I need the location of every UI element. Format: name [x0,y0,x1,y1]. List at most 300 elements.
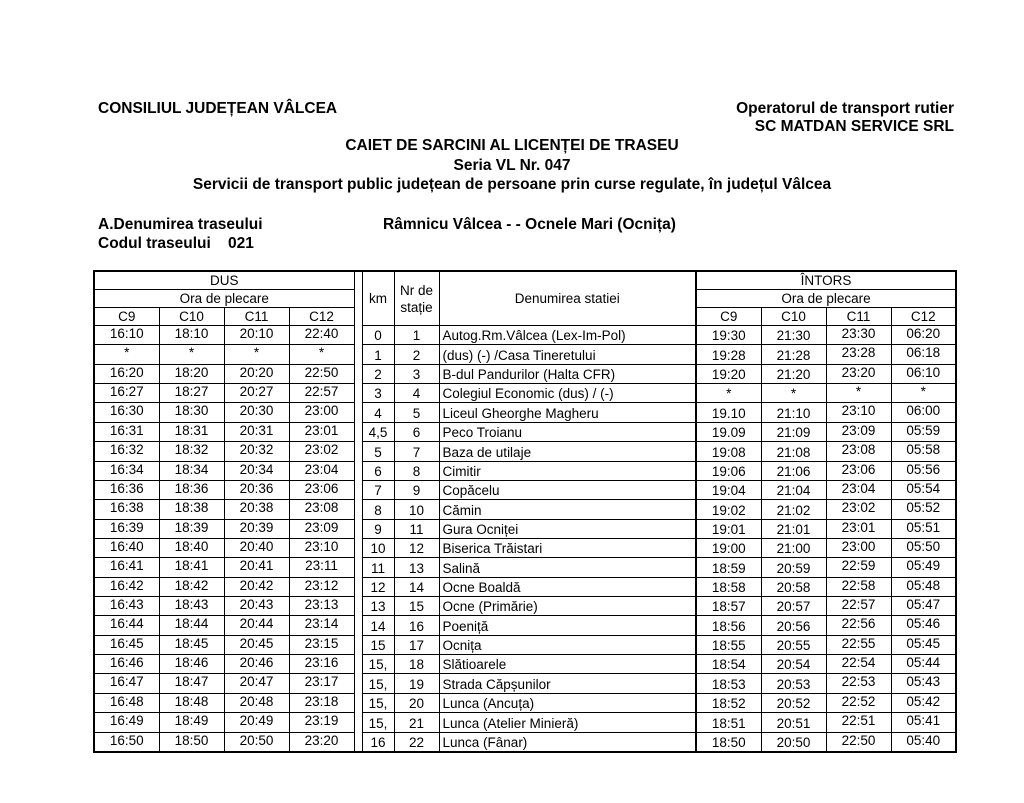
intors-time-cell: 05:42 [891,693,956,712]
intors-time-cell: 20:51 [761,713,826,732]
intors-time-cell: 05:59 [891,422,956,441]
course-dus-c9: C9 [94,308,159,326]
column-gap [354,345,362,364]
column-gap [354,384,362,403]
dus-time-cell: 16:42 [94,577,159,596]
km-cell: 5 [362,442,394,461]
column-gap [354,364,362,383]
dus-time-cell: 23:00 [289,403,354,422]
table-row [94,403,956,422]
station-number-cell: 2 [394,345,439,364]
dus-time-cell: 18:44 [159,616,224,635]
intors-time-cell: 23:06 [826,461,891,480]
dus-time-cell: 18:42 [159,577,224,596]
dus-time-cell: 23:16 [289,655,354,674]
dus-time-cell: 16:32 [94,442,159,461]
intors-time-cell: 23:20 [826,364,891,383]
dus-time-cell: 16:20 [94,364,159,383]
dus-time-cell: 18:27 [159,384,224,403]
station-number-cell: 11 [394,519,439,538]
dus-time-cell: 23:04 [289,461,354,480]
table-row [94,635,956,654]
station-name-cell: Peco Troianu [439,422,696,441]
station-name-cell: Lunca (Fânar) [439,732,696,752]
station-name-cell: Ocne Boaldă [439,577,696,596]
intors-time-cell: 18:55 [696,635,761,654]
intors-time-cell: 20:53 [761,674,826,693]
station-name-cell: Baza de utilaje [439,442,696,461]
intors-time-cell: 21:08 [761,442,826,461]
intors-time-cell: 22:56 [826,616,891,635]
station-number-cell: 17 [394,635,439,654]
km-cell: 15 [362,635,394,654]
dus-time-cell: 18:41 [159,558,224,577]
km-cell: 0 [362,326,394,345]
dus-time-cell: * [289,345,354,364]
intors-time-cell: 20:50 [761,732,826,752]
dus-time-cell: 20:42 [224,577,289,596]
dus-time-cell: 23:02 [289,442,354,461]
km-cell: 1 [362,345,394,364]
table-row [94,326,956,345]
dus-time-cell: 18:10 [159,326,224,345]
intors-time-cell: 18:56 [696,616,761,635]
intors-time-cell: 22:53 [826,674,891,693]
dus-time-cell: 18:36 [159,480,224,499]
station-number-cell: 12 [394,538,439,557]
services-description: Servicii de transport public județean de persoane prin curse regulate, în județul Vâlcea [192,176,832,193]
station-name-cell: Slătioarele [439,655,696,674]
dus-time-cell: 16:30 [94,403,159,422]
intors-time-cell: 05:47 [891,597,956,616]
km-cell: 3 [362,384,394,403]
table-row [94,461,956,480]
km-cell: 15, [362,674,394,693]
intors-time-cell: 20:54 [761,655,826,674]
intors-time-cell: 23:00 [826,538,891,557]
km-cell: 9 [362,519,394,538]
intors-time-cell: 18:57 [696,597,761,616]
intors-time-cell: 06:20 [891,326,956,345]
km-header: km [362,271,394,326]
station-number-cell: 14 [394,577,439,596]
dus-time-cell: 18:20 [159,364,224,383]
dus-time-cell: 16:47 [94,674,159,693]
km-cell: 15, [362,693,394,712]
dus-time-cell: 18:47 [159,674,224,693]
dus-time-cell: 20:36 [224,480,289,499]
intors-time-cell: 21:00 [761,538,826,557]
dus-time-cell: 23:10 [289,538,354,557]
station-name-cell: Cimitir [439,461,696,480]
dus-time-cell: 18:32 [159,442,224,461]
dus-time-cell: 16:48 [94,693,159,712]
station-name-cell: Poeniță [439,616,696,635]
column-gap [354,597,362,616]
dus-time-cell: 18:48 [159,693,224,712]
intors-time-cell: 22:58 [826,577,891,596]
station-number-cell: 10 [394,500,439,519]
intors-time-cell: 19:28 [696,345,761,364]
intors-time-cell: 05:58 [891,442,956,461]
dus-time-cell: 16:41 [94,558,159,577]
dus-time-cell: 18:49 [159,713,224,732]
dus-time-cell: 23:12 [289,577,354,596]
course-dus-c10: C10 [159,308,224,326]
dus-time-cell: 16:31 [94,422,159,441]
dus-time-cell: 23:14 [289,616,354,635]
column-gap [354,480,362,499]
intors-time-cell: 18:53 [696,674,761,693]
intors-time-cell: 19:01 [696,519,761,538]
km-cell: 16 [362,732,394,752]
table-row [94,577,956,596]
intors-time-cell: 22:52 [826,693,891,712]
station-name-cell: Strada Căpșunilor [439,674,696,693]
station-number-cell: 5 [394,403,439,422]
dus-time-cell: 23:08 [289,500,354,519]
intors-time-cell: 23:10 [826,403,891,422]
intors-time-cell: 05:54 [891,480,956,499]
intors-time-cell: 05:43 [891,674,956,693]
intors-time-cell: 05:50 [891,538,956,557]
station-number-cell: 15 [394,597,439,616]
km-cell: 15, [362,655,394,674]
station-number-cell: 6 [394,422,439,441]
council-name: CONSILIUL JUDEȚEAN VÂLCEA [98,100,338,117]
station-name-cell: Ocne (Primărie) [439,597,696,616]
dus-time-cell: 23:15 [289,635,354,654]
intors-time-cell: 20:57 [761,597,826,616]
column-gap [354,558,362,577]
intors-time-cell: 22:51 [826,713,891,732]
dus-time-cell: 18:50 [159,732,224,752]
dus-time-cell: 23:17 [289,674,354,693]
intors-time-cell: 22:59 [826,558,891,577]
dus-time-cell: 22:50 [289,364,354,383]
intors-time-cell: 19:06 [696,461,761,480]
schedule-table [93,270,957,753]
dus-time-cell: 20:32 [224,442,289,461]
station-number-cell: 21 [394,713,439,732]
intors-time-cell: 22:55 [826,635,891,654]
km-cell: 13 [362,597,394,616]
km-cell: 14 [362,616,394,635]
intors-time-cell: 23:04 [826,480,891,499]
km-cell: 10 [362,538,394,557]
intors-time-cell: 21:20 [761,364,826,383]
intors-time-cell: 19:30 [696,326,761,345]
table-row [94,655,956,674]
station-name-cell: Lunca (Atelier Minieră) [439,713,696,732]
dus-time-cell: 18:39 [159,519,224,538]
column-gap [354,674,362,693]
station-name-cell: Lunca (Ancuța) [439,693,696,712]
km-cell: 2 [362,364,394,383]
table-row [94,597,956,616]
table-row [94,693,956,712]
intors-time-cell: 21:04 [761,480,826,499]
station-name-cell: Salină [439,558,696,577]
column-gap [354,403,362,422]
dus-time-cell: 20:39 [224,519,289,538]
intors-time-cell: 06:18 [891,345,956,364]
route-name: Râmnicu Vâlcea - - Ocnele Mari (Ocnița) [383,216,676,233]
dus-time-cell: 20:48 [224,693,289,712]
station-name-cell: Liceul Gheorghe Magheru [439,403,696,422]
station-number-cell: 13 [394,558,439,577]
course-intors-c11: C11 [826,308,891,326]
dus-time-cell: 22:40 [289,326,354,345]
dus-time-cell: 16:36 [94,480,159,499]
dus-time-cell: 16:46 [94,655,159,674]
intors-time-cell: 05:51 [891,519,956,538]
table-row [94,442,956,461]
dus-time-cell: 16:27 [94,384,159,403]
intors-time-cell: 23:09 [826,422,891,441]
km-cell: 6 [362,461,394,480]
km-cell: 7 [362,480,394,499]
direction-dus: DUS [94,271,354,290]
intors-time-cell: 19:02 [696,500,761,519]
dus-time-cell: 16:44 [94,616,159,635]
column-gap [354,422,362,441]
intors-time-cell: 05:40 [891,732,956,752]
station-name-cell: Copăcelu [439,480,696,499]
route-code: Codul traseului 021 [98,235,254,252]
dus-time-cell: 18:38 [159,500,224,519]
dus-time-cell: 23:06 [289,480,354,499]
km-cell: 15, [362,713,394,732]
intors-time-cell: 23:01 [826,519,891,538]
km-cell: 4,5 [362,422,394,441]
intors-time-cell: * [761,384,826,403]
intors-time-cell: 21:28 [761,345,826,364]
dus-time-cell: * [224,345,289,364]
station-number-cell: 3 [394,364,439,383]
dus-time-cell: 16:38 [94,500,159,519]
dus-time-cell: 16:40 [94,538,159,557]
intors-time-cell: 21:06 [761,461,826,480]
dus-time-cell: 20:44 [224,616,289,635]
intors-time-cell: 23:28 [826,345,891,364]
table-row [94,558,956,577]
intors-time-cell: 22:50 [826,732,891,752]
station-number-cell: 4 [394,384,439,403]
dus-time-cell: 23:11 [289,558,354,577]
dus-time-cell: 16:50 [94,732,159,752]
table-row [94,500,956,519]
table-row [94,519,956,538]
column-gap [354,500,362,519]
station-name-cell: Cămin [439,500,696,519]
station-name-cell: Gura Ocniței [439,519,696,538]
dus-time-cell: 23:13 [289,597,354,616]
intors-time-cell: 19:20 [696,364,761,383]
direction-intors: ÎNTORS [696,271,956,290]
table-row [94,345,956,364]
km-cell: 12 [362,577,394,596]
dus-time-cell: 16:39 [94,519,159,538]
intors-time-cell: 22:57 [826,597,891,616]
dus-time-cell: 18:43 [159,597,224,616]
dus-time-cell: 16:10 [94,326,159,345]
station-number-cell: 9 [394,480,439,499]
column-gap [354,732,362,752]
dus-time-cell: * [159,345,224,364]
dus-time-cell: 18:30 [159,403,224,422]
intors-time-cell: 21:09 [761,422,826,441]
intors-time-cell: 19:00 [696,538,761,557]
dus-time-cell: 20:40 [224,538,289,557]
dus-time-cell: 18:34 [159,461,224,480]
course-dus-c11: C11 [224,308,289,326]
license-series: Seria VL Nr. 047 [453,157,571,174]
dus-time-cell: 16:45 [94,635,159,654]
table-row [94,732,956,752]
header-row-direction [94,271,956,290]
intors-time-cell: 23:08 [826,442,891,461]
intors-time-cell: 06:00 [891,403,956,422]
table-row [94,384,956,403]
dus-time-cell: 20:30 [224,403,289,422]
dus-time-cell: 23:19 [289,713,354,732]
station-name-cell: Biserica Trăistari [439,538,696,557]
dus-time-cell: 20:49 [224,713,289,732]
dus-time-cell: 16:34 [94,461,159,480]
station-number-cell: 18 [394,655,439,674]
station-number-cell: 22 [394,732,439,752]
station-name-cell: Colegiul Economic (dus) / (-) [439,384,696,403]
intors-time-cell: 19:04 [696,480,761,499]
dus-time-cell: 20:46 [224,655,289,674]
intors-time-cell: 05:48 [891,577,956,596]
course-intors-c12: C12 [891,308,956,326]
intors-time-cell: * [891,384,956,403]
table-row [94,364,956,383]
dus-time-cell: 16:43 [94,597,159,616]
dus-time-cell: 23:09 [289,519,354,538]
intors-time-cell: 20:56 [761,616,826,635]
course-dus-c12: C12 [289,308,354,326]
column-gap [354,461,362,480]
dus-time-cell: 20:47 [224,674,289,693]
station-number-cell: 1 [394,326,439,345]
intors-time-cell: 20:52 [761,693,826,712]
dus-time-cell: 18:40 [159,538,224,557]
intors-time-cell: 21:01 [761,519,826,538]
dus-time-cell: 18:46 [159,655,224,674]
intors-time-cell: 05:45 [891,635,956,654]
station-number-cell: 20 [394,693,439,712]
km-cell: 4 [362,403,394,422]
station-number-header: Nr de stație [394,271,439,326]
intors-time-cell: 18:51 [696,713,761,732]
station-name-cell: (dus) (-) /Casa Tineretului [439,345,696,364]
column-gap [354,326,362,345]
intors-time-cell: 20:55 [761,635,826,654]
operator-name: SC MATDAN SERVICE SRL [754,118,954,135]
station-number-cell: 16 [394,616,439,635]
dus-time-cell: 20:10 [224,326,289,345]
table-row [94,480,956,499]
column-gap [354,538,362,557]
km-cell: 8 [362,500,394,519]
dus-time-cell: 23:18 [289,693,354,712]
station-number-cell: 19 [394,674,439,693]
dus-time-cell: 20:27 [224,384,289,403]
intors-time-cell: 19:08 [696,442,761,461]
column-gap [354,271,362,326]
intors-time-cell: 22:54 [826,655,891,674]
departure-time-header-dus: Ora de plecare [94,290,354,308]
course-intors-c9: C9 [696,308,761,326]
table-row [94,616,956,635]
column-gap [354,713,362,732]
column-gap [354,616,362,635]
departure-time-header-intors: Ora de plecare [696,290,956,308]
dus-time-cell: 20:20 [224,364,289,383]
intors-time-cell: 21:10 [761,403,826,422]
intors-time-cell: 21:02 [761,500,826,519]
dus-time-cell: 20:34 [224,461,289,480]
station-name-cell: Autog.Rm.Vâlcea (Lex-Im-Pol) [439,326,696,345]
column-gap [354,693,362,712]
intors-time-cell: 23:30 [826,326,891,345]
intors-time-cell: * [826,384,891,403]
intors-time-cell: 18:52 [696,693,761,712]
intors-time-cell: 18:54 [696,655,761,674]
intors-time-cell: 18:50 [696,732,761,752]
station-number-cell: 8 [394,461,439,480]
intors-time-cell: 05:44 [891,655,956,674]
course-intors-c10: C10 [761,308,826,326]
dus-time-cell: 22:57 [289,384,354,403]
intors-time-cell: 05:46 [891,616,956,635]
dus-time-cell: 20:50 [224,732,289,752]
table-row [94,538,956,557]
column-gap [354,635,362,654]
dus-time-cell: 18:45 [159,635,224,654]
table-row [94,674,956,693]
column-gap [354,577,362,596]
table-row [94,422,956,441]
intors-time-cell: 18:59 [696,558,761,577]
route-label: A.Denumirea traseului [98,216,263,233]
intors-time-cell: 05:41 [891,713,956,732]
intors-time-cell: 21:30 [761,326,826,345]
intors-time-cell: 05:56 [891,461,956,480]
column-gap [354,442,362,461]
column-gap [354,519,362,538]
column-gap [354,655,362,674]
intors-time-cell: 18:58 [696,577,761,596]
km-cell: 11 [362,558,394,577]
station-name-cell: Ocnița [439,635,696,654]
document-title: CAIET DE SARCINI AL LICENȚEI DE TRASEU [345,137,679,154]
dus-time-cell: 20:38 [224,500,289,519]
station-number-cell: 7 [394,442,439,461]
dus-time-cell: 20:31 [224,422,289,441]
intors-time-cell: 20:58 [761,577,826,596]
table-row [94,713,956,732]
intors-time-cell: 19.10 [696,403,761,422]
dus-time-cell: 23:01 [289,422,354,441]
intors-time-cell: 05:49 [891,558,956,577]
intors-time-cell: 05:52 [891,500,956,519]
dus-time-cell: 18:31 [159,422,224,441]
station-name-cell: B-dul Pandurilor (Halta CFR) [439,364,696,383]
